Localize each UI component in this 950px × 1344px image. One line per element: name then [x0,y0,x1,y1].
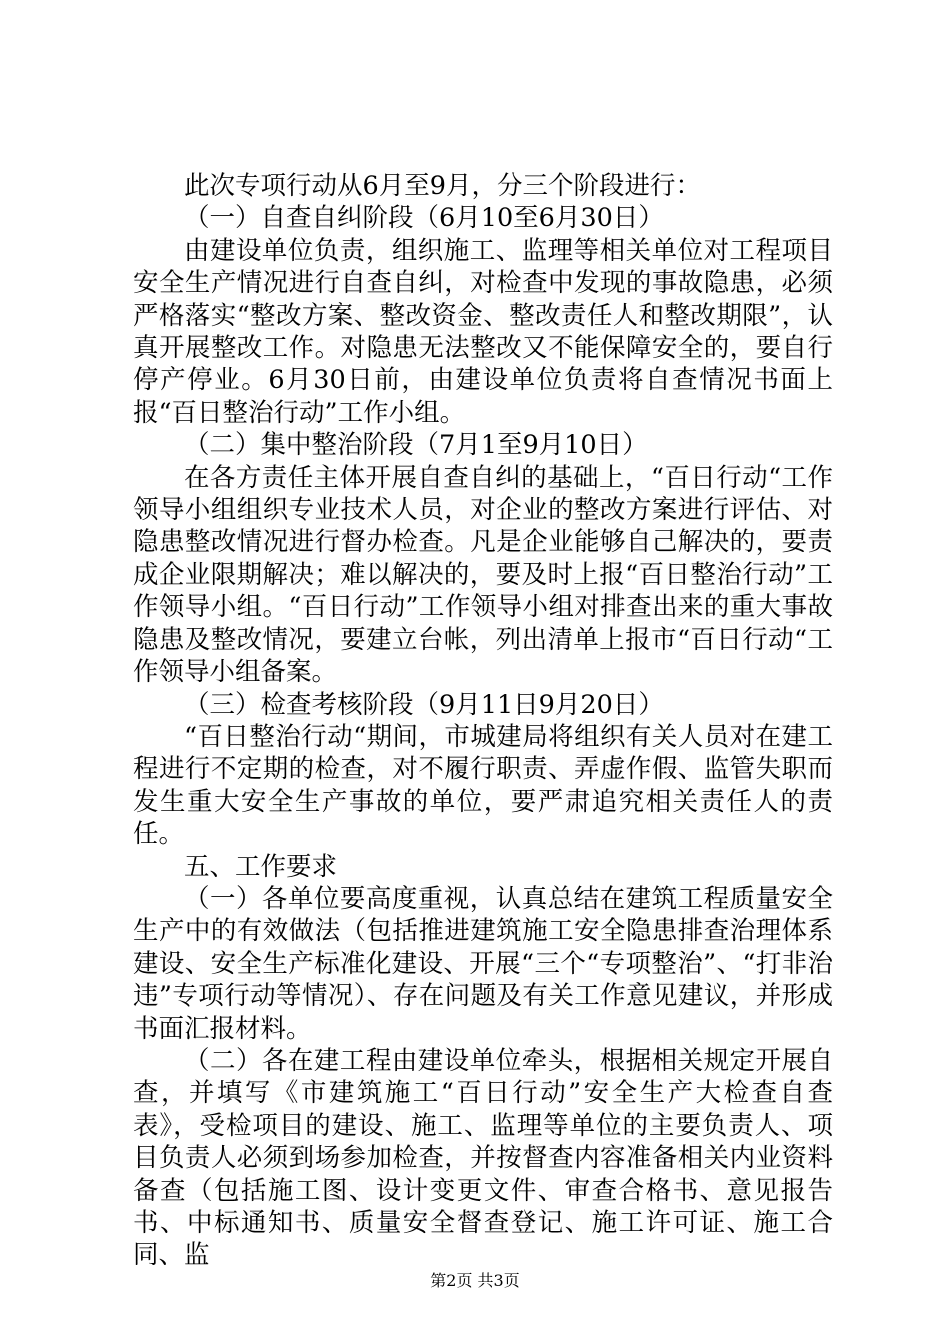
page-footer: 第2页 共3页 [430,1271,520,1290]
document-body [133,170,833,1272]
heading-phase-one: （一）自查自纠阶段（6月10至6月30日） [184,203,664,234]
paragraph-phase-three: “百日整治行动“期间，市城建局将组织有关人员对在建工程进行不定期的检查，对不履行职责、弄虚作假、监管失职而发生重大安全生产事故的单位，要严肃追究相关责任人的责任。 [133,721,833,850]
paragraph-requirement-two: （二）各在建工程由建设单位牵头，根据相关规定开展自查，并填写《市建筑施工“百日行动”安全生产大检查自查表》，受检项目的建设、施工、监理等单位的主要负责人、项目负责人必须到场参加检查，并按督查内容准备相关内业资料备查（包括施工图、设计变更文件、审查合格书、意见报告书、中标通知书、质量安全督查登记、施工许可证、施工合同、监 [133,1045,833,1271]
paragraph-requirement-one: （一）各单位要高度重视，认真总结在建筑工程质量安全生产中的有效做法（包括推进建筑施工安全隐患排查治理体系建设、安全生产标准化建设、开展“三个“专项整治”、“打非治违”专项行动等情况）、存在问题及有关工作意见建议，并形成书面汇报材料。 [133,883,833,1044]
paragraph-phase-one: 由建设单位负责，组织施工、监理等相关单位对工程项目安全生产情况进行自查自纠，对检查中发现的事故隐患，必须严格落实“整改方案、整改资金、整改责任人和整改期限”，认真开展整改工作。对隐患无法整改又不能保障安全的，要自行停产停业。6月30日前，由建设单位负责将自查情况书面上报“百日整治行动”工作小组。 [133,235,833,428]
heading-phase-three: （三）检查考核阶段（9月11日9月20日） [184,689,664,720]
paragraph-phase-two: 在各方责任主体开展自查自纠的基础上，“百日行动“工作领导小组组织专业技术人员，对企业的整改方案进行评估、对隐患整改情况进行督办检查。凡是企业能够自己解决的，要责成企业限期解决；难以解决的，要及时上报“百日整治行动”工作领导小组。“百日行动”工作领导小组对排查出来的重大事故隐患及整改情况，要建立台帐，列出清单上报市“百日行动“工作领导小组备案。 [133,462,833,688]
heading-work-requirements: 五、工作要求 [184,851,338,882]
paragraph-intro: 此次专项行动从6月至9月，分三个阶段进行： [184,171,701,201]
heading-phase-two: （二）集中整治阶段（7月1至9月10日） [184,430,648,461]
